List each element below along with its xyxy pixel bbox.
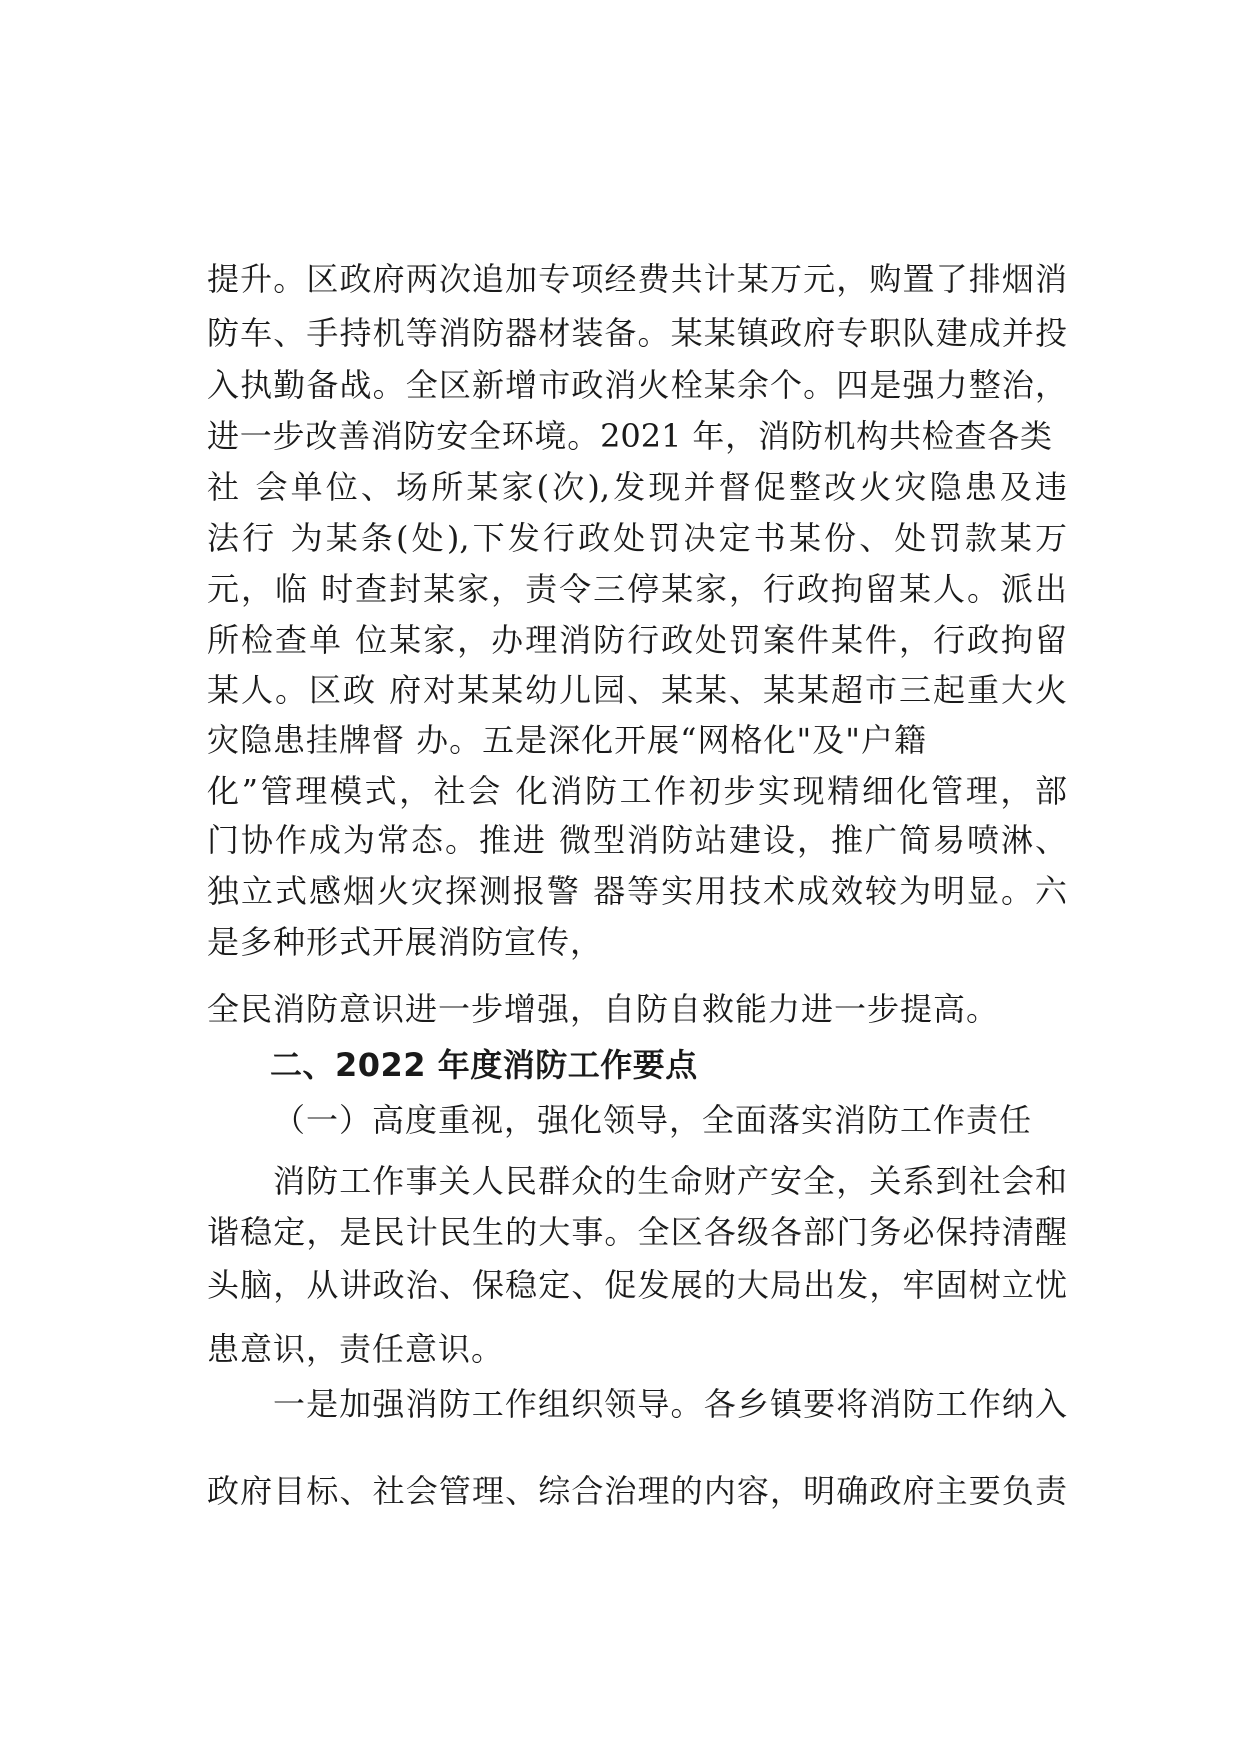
paragraph-line: 政府目标、社会管理、综合治理的内容，明确政府主要负责 bbox=[207, 1472, 1067, 1510]
body-line: 灾隐患挂牌督 办。五是深化开展“网格化"及"户籍 bbox=[207, 721, 927, 759]
body-line: 提升。区政府两次追加专项经费共计某万元，购置了排烟消 bbox=[207, 260, 1067, 298]
body-line: 进一步改善消防安全环境。2021 年，消防机构共检查各类 bbox=[207, 417, 1052, 455]
paragraph-line: 消防工作事关人民群众的生命财产安全，关系到社会和 bbox=[273, 1162, 1067, 1200]
body-line: 防车、手持机等消防器材装备。某某镇政府专职队建成并投 bbox=[207, 314, 1067, 352]
body-line: 法行 为某条(处),下发行政处罚决定书某份、处罚款某万 bbox=[207, 519, 1067, 557]
body-line: 社 会单位、场所某家(次),发现并督促整改火灾隐患及违 bbox=[207, 468, 1067, 506]
section-heading: 二、2022 年度消防工作要点 bbox=[270, 1046, 698, 1084]
body-line: 门协作成为常态。推进 微型消防站建设，推广简易喷淋、 bbox=[207, 821, 1067, 859]
subsection-heading: （一）高度重视，强化领导，全面落实消防工作责任 bbox=[273, 1101, 1033, 1139]
body-line: 某人。区政 府对某某幼儿园、某某、某某超市三起重大火 bbox=[207, 671, 1067, 709]
body-line: 是多种形式开展消防宣传， bbox=[207, 923, 604, 961]
body-line: 元，临 时查封某家，责令三停某家，行政拘留某人。派出 bbox=[207, 570, 1067, 608]
paragraph-line: 头脑，从讲政治、保稳定、促发展的大局出发，牢固树立忧 bbox=[207, 1266, 1067, 1304]
paragraph-line: 谐稳定，是民计民生的大事。全区各级各部门务必保持清醒 bbox=[207, 1213, 1067, 1251]
paragraph-line: 患意识，责任意识。 bbox=[207, 1330, 505, 1368]
body-line: 独立式感烟火灾探测报警 器等实用技术成效较为明显。六 bbox=[207, 872, 1067, 910]
body-line: 入执勤备战。全区新增市政消火栓某余个。四是强力整治， bbox=[207, 366, 1067, 404]
body-line: 所检查单 位某家，办理消防行政处罚案件某件，行政拘留 bbox=[207, 621, 1067, 659]
body-line: 全民消防意识进一步增强，自防自救能力进一步提高。 bbox=[207, 990, 1000, 1028]
paragraph-line: 一是加强消防工作组织领导。各乡镇要将消防工作纳入 bbox=[273, 1385, 1067, 1423]
body-line: 化”管理模式，社会 化消防工作初步实现精细化管理，部 bbox=[207, 772, 1067, 810]
